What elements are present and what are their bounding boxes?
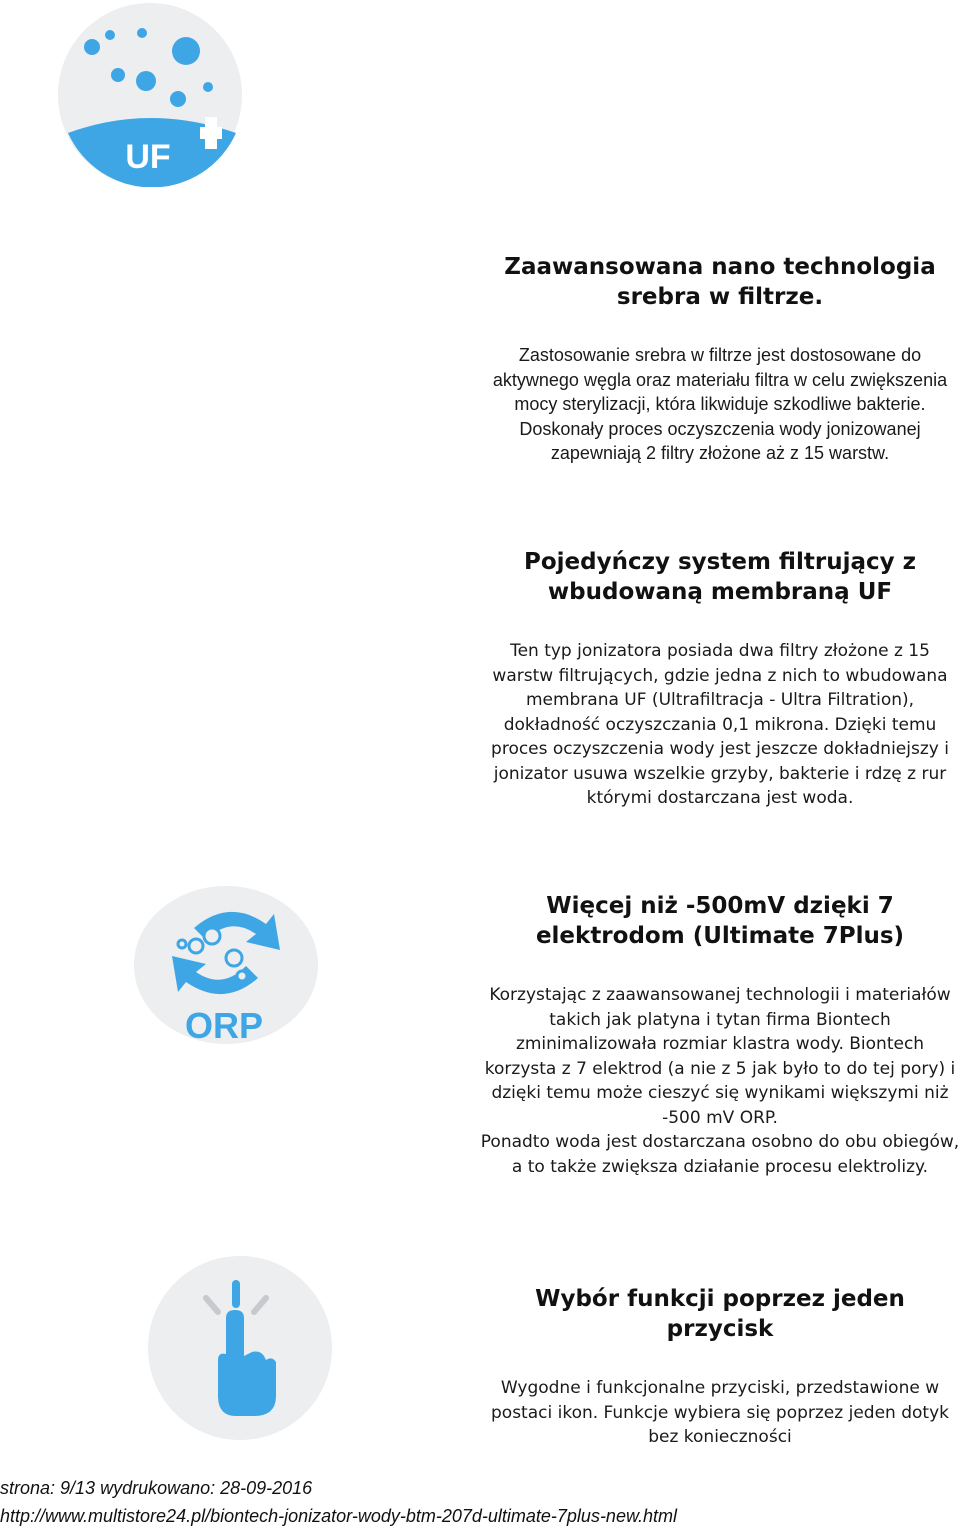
section-body-electrodes-extra: Ponadto woda jest dostarczana osobno do obu obiegów, a to także zwiększa działanie procesu elektrolizy. — [480, 1132, 960, 1177]
section-heading-silver: Zaawansowana nano technologia srebra w filtrze. — [504, 254, 936, 310]
section-body-button: Wygodne i funkcjonalne przyciski, przedstawione w postaci ikon. Funkcje wybiera się poprzez jeden dotyk bez konieczności — [491, 1378, 949, 1447]
footer-page-info: strona: 9/13 wydrukowano: 28-09-2016 — [0, 1478, 313, 1498]
section-body-electrodes-block — [480, 983, 960, 1179]
touch-finger-icon — [148, 1256, 332, 1440]
section-heading-electrodes: Więcej niż -500mV dzięki 7 elektrodom (Ultimate 7Plus) — [535, 893, 905, 949]
section-body-uf-membrane: Ten typ jonizatora posiada dwa filtry złożone z 15 warstw filtrujących, gdzie jedna z nich to wbudowana membrana UF (Ultrafiltracja - Ultra Filtration), dokładność oczyszczania 0,1 mikrona. Dzięki temu proces oczyszczenia wody jest jeszcze dokładniejszy i jonizator usuwa wszelkie grzyby, bakterie i rdzę z rur którymi dostarczana jest woda. — [491, 641, 949, 808]
orp-icon — [134, 886, 318, 1044]
section-heading-button: Wybór funkcji poprzez jeden przycisk — [535, 1286, 905, 1342]
uf-icon-label: UF — [125, 138, 171, 176]
orp-icon-label: ORP — [184, 1005, 264, 1044]
section-heading-uf-membrane: Pojedyńczy system filtrujący z wbudowaną membraną UF — [524, 549, 916, 605]
uf-plus-icon — [58, 3, 242, 187]
section-body-silver: Zastosowanie srebra w filtrze jest dostosowane do aktywnego węgla oraz materiału filtra w celu zwiększenia mocy sterylizacji, która likwiduje szkodliwe bakterie. Doskonały proces oczyszczenia wody jonizowanej zapewniają 2 filtry złożone aż z 15 warstw. — [492, 345, 948, 463]
section-body-electrodes: Korzystając z zaawansowanej technologii i materiałów takich jak platyna i tytan firma Biontech zminimalizowała rozmiar klastra wody. Biontech korzysta z 7 elektrod (a nie z 5 jak było to do tej pory) i dzięki temu może cieszyć się wynikami większymi niż -500 mV ORP. — [484, 985, 956, 1128]
footer-url: http://www.multistore24.pl/biontech-jonizator-wody-btm-207d-ultimate-7plus-new.html — [0, 1506, 677, 1526]
